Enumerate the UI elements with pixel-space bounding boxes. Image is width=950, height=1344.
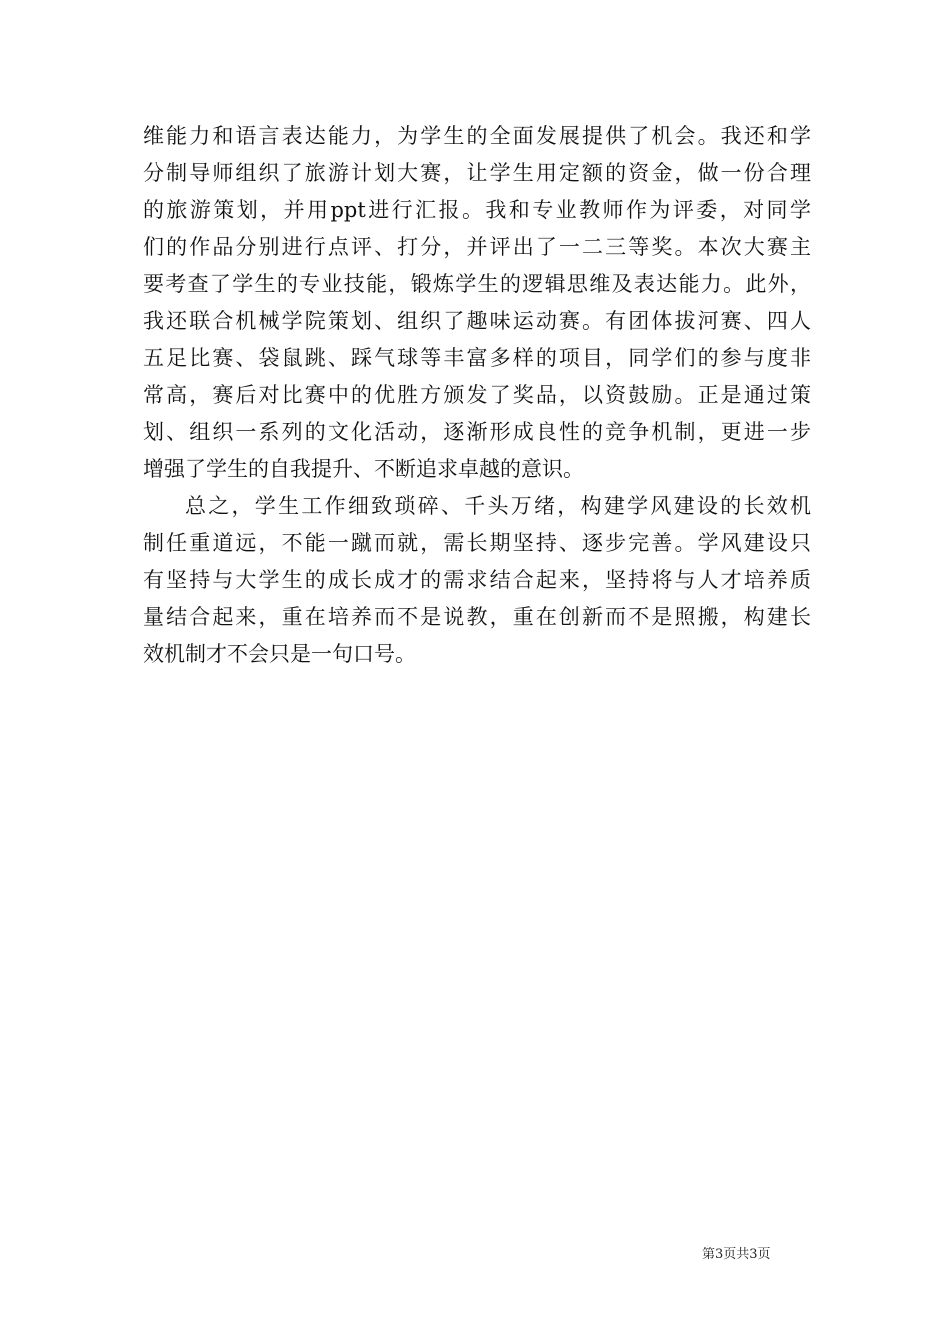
text-line: 制任重道远，不能一蹴而就，需长期坚持、逐步完善。学风建设只 [143, 531, 811, 555]
text-line: 效机制才不会只是一句口号。 [143, 642, 416, 666]
text-line: 们的作品分别进行点评、打分，并评出了一二三等奖。本次大赛主 [143, 235, 811, 259]
text-line: 的旅游策划，并用ppt进行汇报。我和专业教师作为评委，对同学 [143, 198, 811, 222]
text-line: 总之，学生工作细致琐碎、千头万绪，构建学风建设的长效机 [185, 494, 811, 518]
text-line: 要考查了学生的专业技能，锻炼学生的逻辑思维及表达能力。此外， [143, 272, 811, 296]
text-line: 划、组织一系列的文化活动，逐渐形成良性的竞争机制，更进一步 [143, 420, 811, 444]
text-line: 我还联合机械学院策划、组织了趣味运动赛。有团体拔河赛、四人 [143, 309, 811, 333]
paragraph-2 [143, 488, 811, 673]
text-line: 五足比赛、袋鼠跳、踩气球等丰富多样的项目，同学们的参与度非 [143, 346, 811, 370]
document-body [143, 118, 811, 673]
text-line: 常高，赛后对比赛中的优胜方颁发了奖品，以资鼓励。正是通过策 [143, 383, 811, 407]
paragraph-1 [143, 118, 811, 488]
page-number-footer: 第3页共3页 [702, 1247, 771, 1262]
text-line: 维能力和语言表达能力，为学生的全面发展提供了机会。我还和学 [143, 124, 811, 148]
text-line: 分制导师组织了旅游计划大赛，让学生用定额的资金，做一份合理 [143, 161, 811, 185]
text-line: 有坚持与大学生的成长成才的需求结合起来，坚持将与人才培养质 [143, 568, 811, 592]
text-line: 增强了学生的自我提升、不断追求卓越的意识。 [143, 457, 584, 481]
text-line: 量结合起来，重在培养而不是说教，重在创新而不是照搬，构建长 [143, 605, 811, 629]
